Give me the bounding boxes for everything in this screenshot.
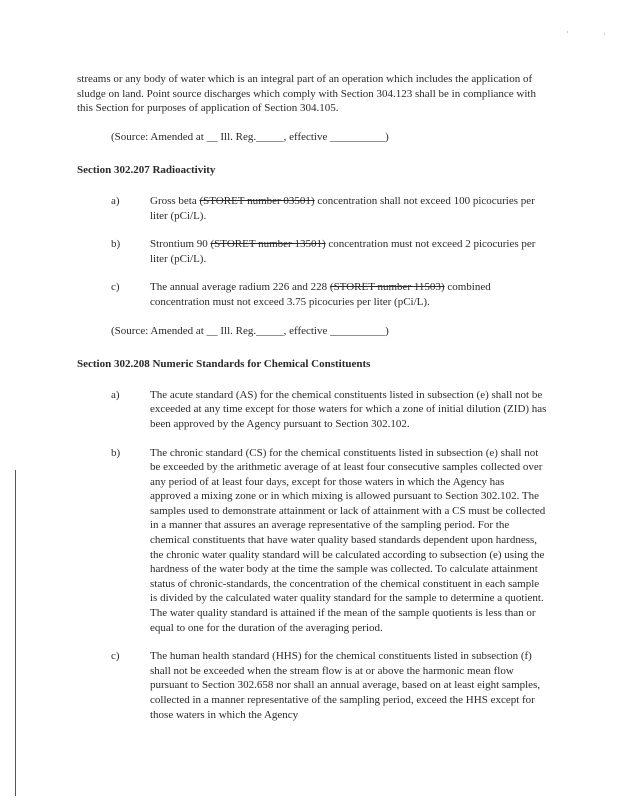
list-item <box>77 649 547 722</box>
item-text: The annual average radium 226 and 228 (STORET number 11503) combined concentration must not exceed 3.75 picocuries per liter (pCi/L). <box>150 281 491 308</box>
list-item <box>77 237 547 266</box>
item-label: b) <box>111 238 121 251</box>
item-label: a) <box>111 388 120 401</box>
item-label: c) <box>111 281 120 294</box>
item-text: The human health standard (HHS) for the chemical constituents listed in subsection (f) shall not be exceeded when the stream flow is at or above the harmonic mean flow pursuant to Section 302.658 nor shall an annual average, based on at least eight samples, collected in a manner representative of the sampling period, exceed the HHS except for those waters in which the Agency <box>150 650 541 721</box>
section-heading-302-207: Section 302.207 Radioactivity <box>77 164 216 177</box>
struck-storet-number: (STORET number 13501) <box>210 238 326 251</box>
item-text: The chronic standard (CS) for the chemical constituents listed in subsection (e) shall not be exceeded by the arithmetic average of at least four consecutive samples collected over any period of at least four days, except for those waters in which the Agency has approved a mixing zone or in which mixing is allowed pursuant to Section 302.102. The samples used to demonstrate attainment or lack of attainment with a CS must be collected in a manner that assures an average representative of the sampling period. For the chemical constituents that have water quality based standards dependent upon hardness, the chronic water quality standard will be calculated according to subsection (e) using the hardness of the water body at the time the sample was collected. To calculate attainment status of chronic-standards, the concentration of the chemical constituent in each sample is divided by the calculated water quality standard for the sample to determine a quotient. The water quality standard is attained if the mean of the sample quotients is less than or equal to one for the duration of the averaging period. <box>150 446 546 634</box>
list-item <box>77 194 547 223</box>
item-text: The acute standard (AS) for the chemical constituents listed in subsection (e) shall not be exceeded at any time except for those waters for which a zone of initial dilution (ZID) has been approved by the Agency pursuant to Section 302.102. <box>150 388 547 430</box>
source-note: (Source: Amended at __ Ill. Reg._____, effective __________) <box>111 324 389 337</box>
source-note: (Source: Amended at __ Ill. Reg._____, effective __________) <box>111 130 389 143</box>
item-label: b) <box>111 446 121 459</box>
document-body <box>77 72 547 736</box>
scan-margin-line <box>15 470 16 796</box>
struck-storet-number: (STORET number 11503) <box>329 281 445 294</box>
item-text: Gross beta (STORET number 03501) concentration shall not exceed 100 picocuries per liter (pCi/L). <box>150 194 535 222</box>
list-item <box>77 388 547 432</box>
scan-speck: · <box>603 30 606 39</box>
struck-storet-number: (STORET number 03501) <box>199 194 315 207</box>
list-item <box>77 280 547 309</box>
list-item <box>77 446 547 636</box>
item-text: Strontium 90 (STORET number 13501) concentration must not exceed 2 picocuries per liter (pCi/L). <box>150 238 536 265</box>
intro-paragraph: streams or any body of water which is an integral part of an operation which includes the application of sludge on land. Point source discharges which comply with Section 304.123 shall be in compliance with this Section for purposes of application of Section 304.105. <box>77 73 536 115</box>
item-label: c) <box>111 650 120 663</box>
item-label: a) <box>111 194 120 207</box>
scan-speck: · <box>566 28 569 37</box>
section-heading-302-208: Section 302.208 Numeric Standards for Chemical Constituents <box>77 358 371 371</box>
